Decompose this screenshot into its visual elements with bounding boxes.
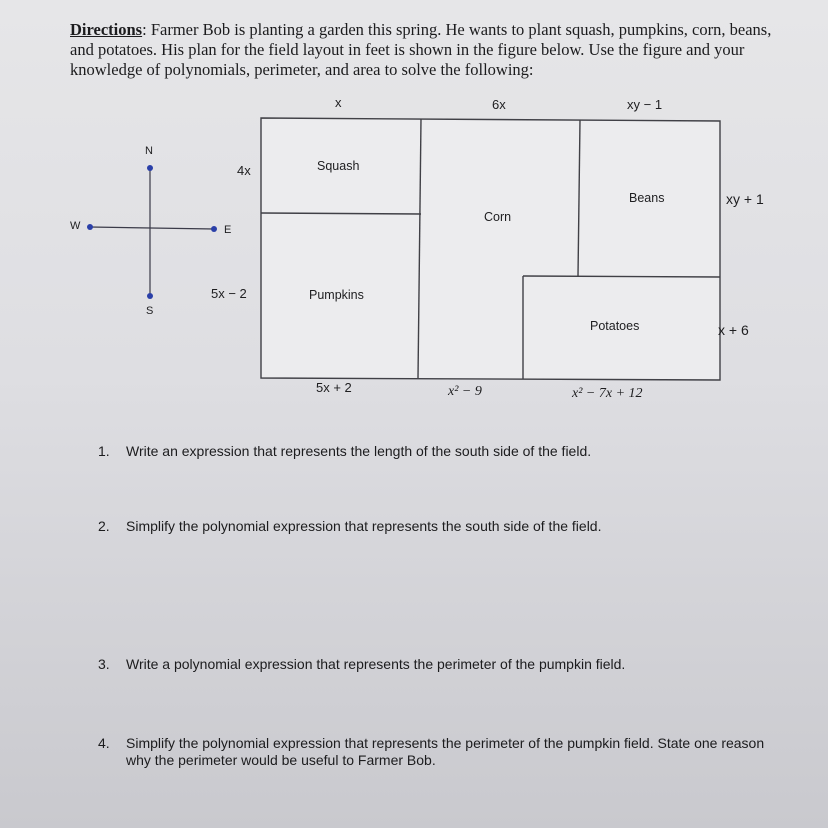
- question-text: Simplify the polynomial expression that represents the south side of the field.: [126, 518, 602, 534]
- question-text: Write an expression that represents the length of the south side of the field.: [126, 443, 592, 459]
- compass-we-line: [90, 227, 214, 229]
- question-number: 2.: [98, 518, 110, 534]
- dim-right-xy-plus-1: xy + 1: [726, 191, 764, 207]
- compass-west-label: W: [70, 220, 81, 232]
- dim-left-4x: 4x: [237, 163, 251, 178]
- directions-heading: Directions: [70, 20, 143, 39]
- compass-rose: [90, 168, 214, 296]
- dim-bottom-5x-plus-2: 5x + 2: [316, 380, 352, 395]
- plot-squash-label: Squash: [317, 159, 360, 173]
- question-number: 3.: [98, 656, 110, 672]
- compass-east-label: E: [224, 224, 232, 236]
- dim-top-xy-minus-1: xy − 1: [627, 97, 663, 112]
- plot-beans-label: Beans: [629, 191, 665, 205]
- compass-west-dot: [87, 224, 93, 230]
- field-outline: [261, 118, 720, 380]
- plot-corn-label: Corn: [484, 210, 512, 224]
- dim-left-5x-minus-2: 5x − 2: [211, 286, 247, 301]
- question-text: Simplify the polynomial expression that represents the perimeter of the pumpkin field. State one reason why the perimeter would be useful to Farmer Bob.: [126, 735, 765, 768]
- compass-east-dot: [211, 226, 217, 232]
- directions-paragraph: Directions: Farmer Bob is planting a garden this spring. He wants to plant squash, pumpkins, corn, beans, and potatoes. His plan for the field layout in feet is shown in the figure below. Use the figure and your knowledge of polynomials, perimeter, and area to solve the following:: [70, 20, 772, 79]
- question-text: Write a polynomial expression that represents the perimeter of the pumpkin field.: [126, 656, 626, 672]
- dim-bottom-x2-minus-9: x² − 9: [448, 384, 482, 399]
- compass-south-dot: [147, 293, 153, 299]
- dim-top-6x: 6x: [492, 97, 506, 112]
- plot-pumpkins-label: Pumpkins: [309, 288, 364, 302]
- dim-right-x-plus-6: x + 6: [718, 322, 749, 338]
- dim-top-x: x: [335, 95, 342, 110]
- question-number: 4.: [98, 735, 110, 751]
- compass-south-label: S: [146, 305, 154, 317]
- plot-potatoes-label: Potatoes: [590, 319, 640, 333]
- directions-text: Farmer Bob is planting a garden this spring. He wants to plant squash, pumpkins, corn, beans, and potatoes. His plan for the field layout in feet is shown in the figure below. Use the figure and your knowledge of polynomials, perimeter, and area to solve the following:: [70, 20, 772, 79]
- dim-bottom-x2-minus-7x-plus-12: x² − 7x + 12: [572, 386, 643, 401]
- squash-pumpkins-border: [261, 213, 421, 214]
- question-number: 1.: [98, 443, 110, 459]
- compass-north-label: N: [145, 145, 153, 157]
- compass-north-dot: [147, 165, 153, 171]
